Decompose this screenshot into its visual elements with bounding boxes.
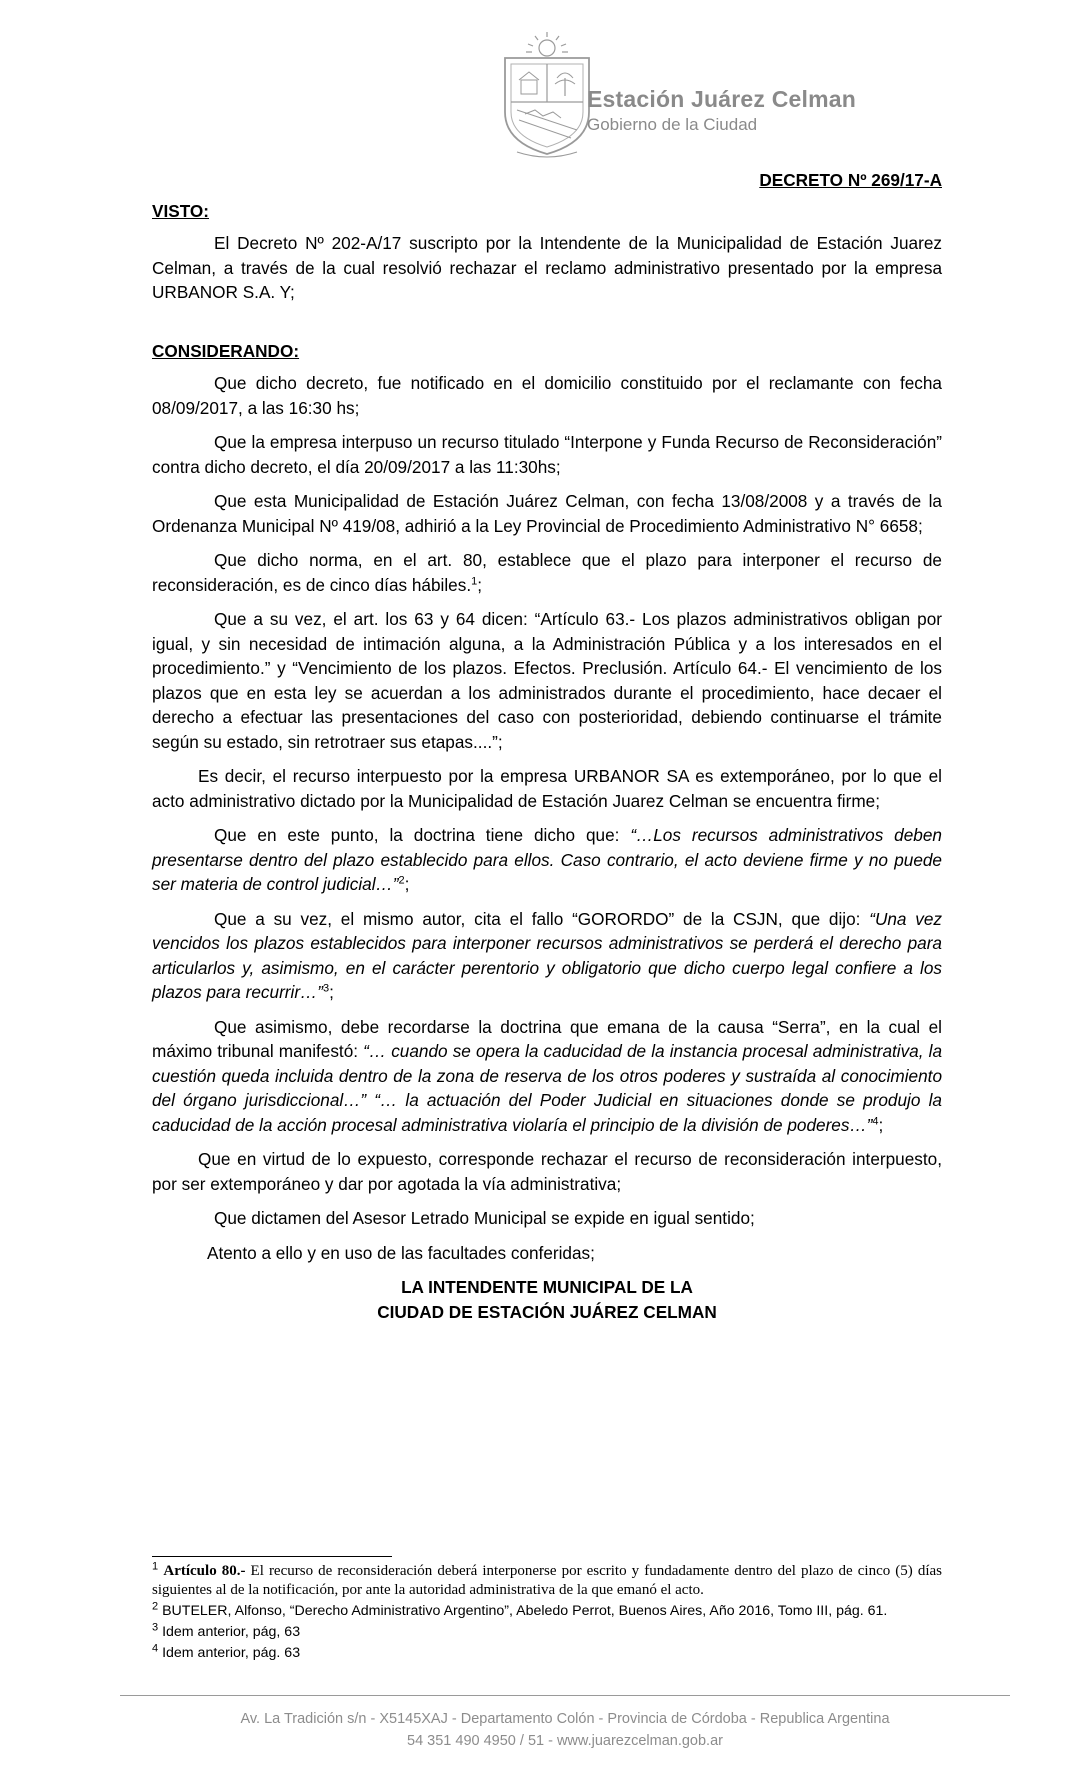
paragraph-end: ; xyxy=(404,874,410,894)
footnote-number: 4 xyxy=(152,1642,159,1655)
doctrine-quote: “…Los recursos administrativos deben presentarse dentro del plazo establecido para ellos. Caso contrario, el acto deviene firme y no puede ser materia de control judicial…” xyxy=(152,825,942,894)
considerando-paragraph-12: Atento a ello y en uso de las facultades conferidas; xyxy=(207,1242,595,1263)
municipal-crest-icon xyxy=(495,30,600,160)
gorordo-quote: “Una vez vencidos los plazos establecidos para interponer recursos administrativos se perderá el derecho para articularlos y, asimismo, en el carácter perentorio y obligatorio que dicho cuerpo legal confiere a los plazos para recurrir…” xyxy=(152,908,943,1002)
resolution-heading-line-1: LA INTENDENTE MUNICIPAL DE LA xyxy=(401,1277,693,1297)
footnotes xyxy=(152,1562,942,1665)
brand-block xyxy=(587,86,856,135)
paragraph-end: ; xyxy=(329,982,334,1002)
footnote-ref: 2 xyxy=(398,874,405,887)
visto-paragraph: El Decreto Nº 202-A/17 suscripto por la Intendente de la Municipalidad de Estación Juarez Celman, a través de la cual resolvió rechazar el reclamo administrativo presentado por la empresa URBANOR S.A. Y; xyxy=(152,233,942,302)
decree-number: DECRETO Nº 269/17-A xyxy=(759,170,942,190)
page-footer xyxy=(120,1708,1010,1752)
footnote-4 xyxy=(152,1644,942,1663)
footnote-body: Idem anterior, pág, 63 xyxy=(158,1624,301,1640)
footnote-number: 3 xyxy=(152,1621,159,1634)
footer-contact: 54 351 490 4950 / 51 - www.juarezcelman.gob.ar xyxy=(407,1733,723,1749)
paragraph-text: Que a su vez, el mismo autor, cita el fallo “GORORDO” de la CSJN, que dijo: xyxy=(214,908,870,929)
resolution-heading xyxy=(152,1275,942,1324)
footnote-divider xyxy=(152,1556,392,1557)
footnote-ref: 4 xyxy=(872,1114,879,1127)
considerando-paragraph-8 xyxy=(152,907,942,1005)
considerando-paragraph-2: Que la empresa interpuso un recurso titulado “Interpone y Funda Recurso de Reconsideración” contra dicho decreto, el día 20/09/2017 a las 11:30hs; xyxy=(152,432,942,477)
considerando-heading: CONSIDERANDO: xyxy=(152,340,300,361)
footnote-2 xyxy=(152,1602,942,1621)
paragraph-end: ; xyxy=(878,1114,884,1135)
footnote-body: Idem anterior, pág. 63 xyxy=(158,1645,301,1661)
footnote-body: El recurso de reconsideración deberá interponerse por escrito y fundadamente dentro del plazo de cinco (5) días siguientes al de la notificación, por ante la autoridad administrativa de la que emanó el acto. xyxy=(152,1563,942,1598)
footnote-1 xyxy=(152,1562,942,1600)
footnote-article: Artículo 80.- xyxy=(163,1563,246,1579)
brand-name: Estación Juárez Celman xyxy=(587,86,857,112)
paragraph-text: Que en este punto, la doctrina tiene dicho que: xyxy=(214,825,631,845)
paragraph-text-bold: el acto administrativo dictado por la Municipalidad de Estación Juarez Celman se encuentra firme; xyxy=(152,766,942,811)
document-body xyxy=(152,168,942,1324)
considerando-paragraph-7 xyxy=(152,823,942,897)
footer-address: Av. La Tradición s/n - X5145XAJ - Departamento Colón - Provincia de Córdoba - Republica Argentina xyxy=(240,1711,890,1727)
considerando-paragraph-6 xyxy=(152,764,942,813)
paragraph-text: Que asimismo, debe recordarse la doctrina que emana de la causa “Serra”, en la cual el máximo tribunal manifestó: xyxy=(152,1016,942,1061)
visto-heading: VISTO: xyxy=(152,200,209,221)
resolution-heading-line-2: CIUDAD DE ESTACIÓN JUÁREZ CELMAN xyxy=(377,1301,717,1322)
paragraph-end: ; xyxy=(477,574,483,595)
considerando-paragraph-9 xyxy=(152,1015,942,1138)
footnote-ref: 3 xyxy=(322,982,330,995)
footnote-body: BUTELER, Alfonso, “Derecho Administrativo Argentino”, Abeledo Perrot, Buenos Aires, Año 2016, Tomo III, pág. 61. xyxy=(158,1603,888,1619)
footnote-number: 2 xyxy=(152,1600,159,1613)
letterhead xyxy=(495,30,915,165)
footnote-ref: 1 xyxy=(471,574,478,587)
paragraph-text: Que dicho norma, en el art. 80, establece que el plazo para interponer el recurso de reconsideración, es de cinco días hábiles. xyxy=(152,550,942,595)
footnote-text xyxy=(152,1563,942,1598)
considerando-paragraph-5: Que a su vez, el art. los 63 y 64 dicen: “Artículo 63.- Los plazos administrativos obligan por igual, y sin necesidad de intimación alguna, a la Administración Pública y a los interesados en el procedimiento.” y “Vencimiento de los plazos. Efectos. Preclusión. Artículo 64.- El vencimiento de los plazos que en esta ley se acuerdan a los administrados durante el procedimiento, hace decaer el derecho a efectuar las presentaciones del caso con posterioridad, debiendo continuarse el trámite según su estado, sin retrotraer sus etapas....”; xyxy=(152,609,942,752)
serra-quote: “… cuando se opera la caducidad de la instancia procesal administrativa, la cuestión queda incluida dentro de la zona de reserva de los otros poderes y sustraída al conocimiento del órgano jurisdiccional…” “… la actuación del Poder Judicial en situaciones donde se produjo la caducidad de la acción procesal administrativa violaría el principio de la división de poderes…” xyxy=(152,1041,943,1135)
footer-divider xyxy=(120,1695,1010,1696)
paragraph-text-light: Es decir, el recurso interpuesto por la empresa URBANOR SA es extemporáneo, por lo que xyxy=(198,766,929,786)
footnote-number: 1 xyxy=(152,1560,159,1573)
considerando-paragraph-10: Que en virtud de lo expuesto, corresponde rechazar el recurso de reconsideración interpuesto, por ser extemporáneo y dar por agotada la vía administrativa; xyxy=(152,1149,942,1194)
considerando-paragraph-4 xyxy=(152,548,942,597)
considerando-paragraph-1: Que dicho decreto, fue notificado en el domicilio constituido por el reclamante con fecha 08/09/2017, a las 16:30 hs; xyxy=(152,373,942,418)
considerando-paragraph-3: Que esta Municipalidad de Estación Juárez Celman, con fecha 13/08/2008 y a través de la Ordenanza Municipal Nº 419/08, adhirió a la Ley Provincial de Procedimiento Administrativo N° 6658; xyxy=(152,491,942,536)
footnote-3 xyxy=(152,1623,942,1642)
considerando-paragraph-11: Que dictamen del Asesor Letrado Municipal se expide en igual sentido; xyxy=(214,1208,755,1228)
brand-subtitle: Gobierno de la Ciudad xyxy=(587,115,758,134)
